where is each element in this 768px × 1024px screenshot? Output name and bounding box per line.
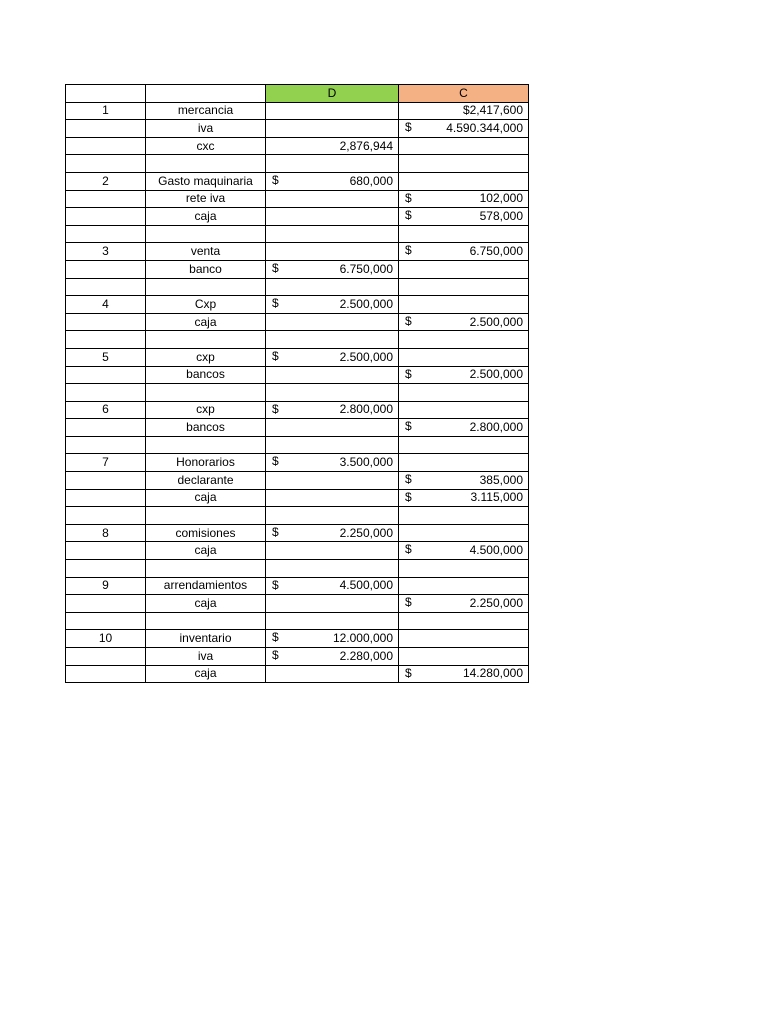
journal-body xyxy=(66,85,529,683)
debit-amount: 12.000,000 xyxy=(332,631,393,646)
table-row xyxy=(66,225,529,243)
debit-currency-symbol: $ xyxy=(272,524,279,539)
table-row xyxy=(66,436,529,454)
account-name-cell[interactable]: iva xyxy=(146,120,266,138)
debit-amount: 2.800,000 xyxy=(339,402,393,417)
debit-cell[interactable] xyxy=(266,489,399,507)
entry-number-cell[interactable] xyxy=(66,137,146,155)
credit-amount: 6.750,000 xyxy=(469,244,523,259)
credit-cell[interactable] xyxy=(399,120,529,138)
entry-number-cell[interactable]: 5 xyxy=(66,348,146,366)
account-name-cell[interactable] xyxy=(146,278,266,296)
table-row xyxy=(66,560,529,578)
header-cell-account[interactable] xyxy=(146,85,266,103)
entry-number-cell[interactable] xyxy=(66,665,146,683)
debit-currency-symbol: $ xyxy=(272,348,279,363)
account-name-cell[interactable]: caja xyxy=(146,595,266,613)
credit-cell[interactable] xyxy=(399,542,529,560)
entry-number-cell[interactable] xyxy=(66,648,146,666)
account-name-cell[interactable]: bancos xyxy=(146,366,266,384)
debit-cell[interactable] xyxy=(266,612,399,630)
table-row xyxy=(66,120,529,138)
credit-cell[interactable] xyxy=(399,172,529,190)
entry-number-cell[interactable] xyxy=(66,419,146,437)
account-name-cell[interactable] xyxy=(146,560,266,578)
table-row xyxy=(66,331,529,349)
entry-number-cell[interactable] xyxy=(66,120,146,138)
debit-cell[interactable] xyxy=(266,507,399,525)
credit-cell[interactable] xyxy=(399,612,529,630)
debit-amount: 3.500,000 xyxy=(339,455,393,470)
entry-number-cell[interactable] xyxy=(66,313,146,331)
credit-currency-symbol: $ xyxy=(405,120,412,135)
credit-currency-symbol: $ xyxy=(405,542,412,557)
table-row xyxy=(66,348,529,366)
account-name-cell[interactable]: bancos xyxy=(146,419,266,437)
debit-cell[interactable] xyxy=(266,208,399,226)
credit-amount: 2.800,000 xyxy=(469,420,523,435)
credit-cell[interactable] xyxy=(399,278,529,296)
credit-cell[interactable] xyxy=(399,225,529,243)
entry-number-cell[interactable] xyxy=(66,595,146,613)
credit-cell[interactable] xyxy=(399,436,529,454)
debit-cell[interactable] xyxy=(266,384,399,402)
account-name-cell[interactable]: comisiones xyxy=(146,524,266,542)
entry-number-cell[interactable]: 3 xyxy=(66,243,146,261)
debit-cell[interactable] xyxy=(266,542,399,560)
entry-number-cell[interactable]: 2 xyxy=(66,172,146,190)
table-row xyxy=(66,595,529,613)
credit-cell[interactable] xyxy=(399,577,529,595)
account-name-cell[interactable] xyxy=(146,436,266,454)
debit-cell[interactable] xyxy=(266,560,399,578)
debit-currency-symbol: $ xyxy=(272,296,279,311)
credit-cell[interactable] xyxy=(399,665,529,683)
account-name-cell[interactable]: caja xyxy=(146,313,266,331)
credit-currency-symbol: $ xyxy=(405,665,412,680)
account-name-cell[interactable]: caja xyxy=(146,542,266,560)
entry-number-cell[interactable] xyxy=(66,472,146,490)
account-name-cell[interactable] xyxy=(146,507,266,525)
table-row xyxy=(66,524,529,542)
entry-number-cell[interactable]: 7 xyxy=(66,454,146,472)
debit-amount: 2.280,000 xyxy=(339,648,393,663)
table-row xyxy=(66,577,529,595)
header-cell-number[interactable] xyxy=(66,85,146,103)
entry-number-cell[interactable] xyxy=(66,155,146,173)
credit-cell[interactable] xyxy=(399,401,529,419)
table-row xyxy=(66,172,529,190)
table-row xyxy=(66,260,529,278)
entry-number-cell[interactable]: 9 xyxy=(66,577,146,595)
credit-cell[interactable] xyxy=(399,296,529,314)
account-name-cell[interactable] xyxy=(146,612,266,630)
table-row xyxy=(66,630,529,648)
entry-number-cell[interactable]: 8 xyxy=(66,524,146,542)
credit-cell[interactable] xyxy=(399,560,529,578)
credit-amount: 2.250,000 xyxy=(469,596,523,611)
debit-amount: 4.500,000 xyxy=(339,578,393,593)
debit-currency-symbol: $ xyxy=(272,577,279,592)
debit-cell[interactable] xyxy=(266,472,399,490)
table-row xyxy=(66,102,529,120)
debit-amount: 2.500,000 xyxy=(339,349,393,364)
credit-cell[interactable] xyxy=(399,524,529,542)
account-name-cell[interactable]: caja xyxy=(146,208,266,226)
debit-cell[interactable] xyxy=(266,401,399,419)
debit-cell[interactable] xyxy=(266,278,399,296)
account-name-cell[interactable]: inventario xyxy=(146,630,266,648)
debit-cell[interactable] xyxy=(266,102,399,120)
account-name-cell[interactable]: Gasto maquinaria xyxy=(146,172,266,190)
debit-cell[interactable] xyxy=(266,436,399,454)
debit-cell[interactable] xyxy=(266,260,399,278)
credit-amount: 4.590.344,000 xyxy=(446,120,523,135)
debit-currency-symbol: $ xyxy=(272,260,279,275)
account-name-cell[interactable]: cxp xyxy=(146,401,266,419)
entry-number-cell[interactable] xyxy=(66,208,146,226)
table-row xyxy=(66,542,529,560)
table-row xyxy=(66,208,529,226)
credit-amount: 2.500,000 xyxy=(469,367,523,382)
debit-cell[interactable] xyxy=(266,313,399,331)
table-row xyxy=(66,243,529,261)
credit-cell[interactable] xyxy=(399,102,529,120)
account-name-cell[interactable]: venta xyxy=(146,243,266,261)
credit-amount: 578,000 xyxy=(479,208,523,223)
account-name-cell[interactable] xyxy=(146,384,266,402)
debit-cell[interactable] xyxy=(266,225,399,243)
debit-cell[interactable] xyxy=(266,190,399,208)
table-row xyxy=(66,155,529,173)
credit-currency-symbol: $ xyxy=(405,472,412,487)
debit-cell[interactable] xyxy=(266,595,399,613)
account-name-cell[interactable]: cxc xyxy=(146,137,266,155)
debit-currency-symbol: $ xyxy=(272,172,279,187)
account-name-cell[interactable]: Cxp xyxy=(146,296,266,314)
credit-cell[interactable] xyxy=(399,137,529,155)
credit-amount: 102,000 xyxy=(479,191,523,206)
entry-number-cell[interactable] xyxy=(66,190,146,208)
credit-amount: $2,417,600 xyxy=(462,103,523,118)
debit-currency-symbol: $ xyxy=(272,401,279,416)
debit-currency-symbol: $ xyxy=(272,648,279,662)
entry-number-cell[interactable]: 1 xyxy=(66,102,146,120)
debit-cell[interactable] xyxy=(266,577,399,595)
table-row xyxy=(66,366,529,384)
credit-cell[interactable] xyxy=(399,419,529,437)
debit-cell[interactable] xyxy=(266,348,399,366)
debit-amount: 680,000 xyxy=(349,173,393,188)
credit-cell[interactable] xyxy=(399,366,529,384)
debit-cell[interactable] xyxy=(266,120,399,138)
debit-cell[interactable] xyxy=(266,419,399,437)
debit-cell[interactable] xyxy=(266,243,399,261)
credit-currency-symbol: $ xyxy=(405,419,412,434)
table-row xyxy=(66,472,529,490)
account-name-cell[interactable]: caja xyxy=(146,665,266,683)
credit-cell[interactable] xyxy=(399,489,529,507)
entry-number-cell[interactable] xyxy=(66,331,146,349)
account-name-cell[interactable]: cxp xyxy=(146,348,266,366)
debit-amount: 2,876,944 xyxy=(339,138,393,153)
credit-cell[interactable] xyxy=(399,595,529,613)
credit-cell[interactable] xyxy=(399,313,529,331)
entry-number-cell[interactable] xyxy=(66,612,146,630)
credit-cell[interactable] xyxy=(399,331,529,349)
credit-amount: 14.280,000 xyxy=(462,666,523,681)
table-row xyxy=(66,401,529,419)
table-row xyxy=(66,313,529,331)
credit-amount: 4.500,000 xyxy=(469,543,523,558)
table-row xyxy=(66,190,529,208)
credit-cell[interactable] xyxy=(399,208,529,226)
entry-number-cell[interactable] xyxy=(66,542,146,560)
credit-amount: 3.115,000 xyxy=(470,490,523,505)
debit-amount: 6.750,000 xyxy=(339,261,393,276)
account-name-cell[interactable]: declarante xyxy=(146,472,266,490)
debit-amount: 2.500,000 xyxy=(339,296,393,311)
entry-number-cell[interactable] xyxy=(66,384,146,402)
table-row xyxy=(66,384,529,402)
credit-currency-symbol: $ xyxy=(405,313,412,328)
debit-cell[interactable] xyxy=(266,137,399,155)
credit-amount: 385,000 xyxy=(479,472,523,487)
debit-cell[interactable] xyxy=(266,331,399,349)
credit-cell[interactable] xyxy=(399,190,529,208)
debit-cell[interactable] xyxy=(266,296,399,314)
debit-cell[interactable] xyxy=(266,454,399,472)
table-row xyxy=(66,296,529,314)
debit-cell[interactable] xyxy=(266,648,399,666)
entry-number-cell[interactable]: 6 xyxy=(66,401,146,419)
account-name-cell[interactable]: iva xyxy=(146,648,266,666)
entry-number-cell[interactable]: 4 xyxy=(66,296,146,314)
debit-cell[interactable] xyxy=(266,665,399,683)
table-row xyxy=(66,648,529,666)
entry-number-cell[interactable] xyxy=(66,366,146,384)
account-name-cell[interactable]: caja xyxy=(146,489,266,507)
account-name-cell[interactable] xyxy=(146,155,266,173)
credit-currency-symbol: $ xyxy=(405,366,412,381)
debit-cell[interactable] xyxy=(266,172,399,190)
entry-number-cell[interactable]: 10 xyxy=(66,630,146,648)
account-name-cell[interactable]: arrendamientos xyxy=(146,577,266,595)
credit-currency-symbol: $ xyxy=(405,489,412,504)
table-row xyxy=(66,507,529,525)
debit-cell[interactable] xyxy=(266,524,399,542)
entry-number-cell[interactable] xyxy=(66,507,146,525)
debit-cell[interactable] xyxy=(266,630,399,648)
table-row xyxy=(66,665,529,683)
credit-cell[interactable] xyxy=(399,472,529,490)
account-name-cell[interactable]: rete iva xyxy=(146,190,266,208)
header-credit[interactable]: C xyxy=(399,85,529,103)
entry-number-cell[interactable] xyxy=(66,225,146,243)
credit-cell[interactable] xyxy=(399,260,529,278)
credit-cell[interactable] xyxy=(399,648,529,666)
credit-currency-symbol: $ xyxy=(405,595,412,610)
account-name-cell[interactable]: mercancia xyxy=(146,102,266,120)
entry-number-cell[interactable] xyxy=(66,260,146,278)
header-row xyxy=(66,85,529,103)
debit-currency-symbol: $ xyxy=(272,454,279,469)
table-row xyxy=(66,612,529,630)
credit-cell[interactable] xyxy=(399,243,529,261)
credit-cell[interactable] xyxy=(399,348,529,366)
credit-cell[interactable] xyxy=(399,630,529,648)
credit-cell[interactable] xyxy=(399,507,529,525)
header-debit[interactable]: D xyxy=(266,85,399,103)
credit-cell[interactable] xyxy=(399,384,529,402)
credit-currency-symbol: $ xyxy=(405,190,412,205)
credit-currency-symbol: $ xyxy=(405,208,412,223)
account-name-cell[interactable]: banco xyxy=(146,260,266,278)
table-row xyxy=(66,454,529,472)
debit-currency-symbol: $ xyxy=(272,630,279,645)
debit-amount: 2.250,000 xyxy=(339,525,393,540)
table-row xyxy=(66,278,529,296)
table-row xyxy=(66,419,529,437)
account-name-cell[interactable]: Honorarios xyxy=(146,454,266,472)
entry-number-cell[interactable] xyxy=(66,278,146,296)
account-name-cell[interactable] xyxy=(146,225,266,243)
journal-table xyxy=(65,84,529,683)
debit-cell[interactable] xyxy=(266,366,399,384)
credit-amount: 2.500,000 xyxy=(469,314,523,329)
entry-number-cell[interactable] xyxy=(66,560,146,578)
table-row xyxy=(66,489,529,507)
table-row xyxy=(66,137,529,155)
credit-cell[interactable] xyxy=(399,454,529,472)
credit-cell[interactable] xyxy=(399,155,529,173)
entry-number-cell[interactable] xyxy=(66,436,146,454)
credit-currency-symbol: $ xyxy=(405,243,412,258)
entry-number-cell[interactable] xyxy=(66,489,146,507)
account-name-cell[interactable] xyxy=(146,331,266,349)
debit-cell[interactable] xyxy=(266,155,399,173)
